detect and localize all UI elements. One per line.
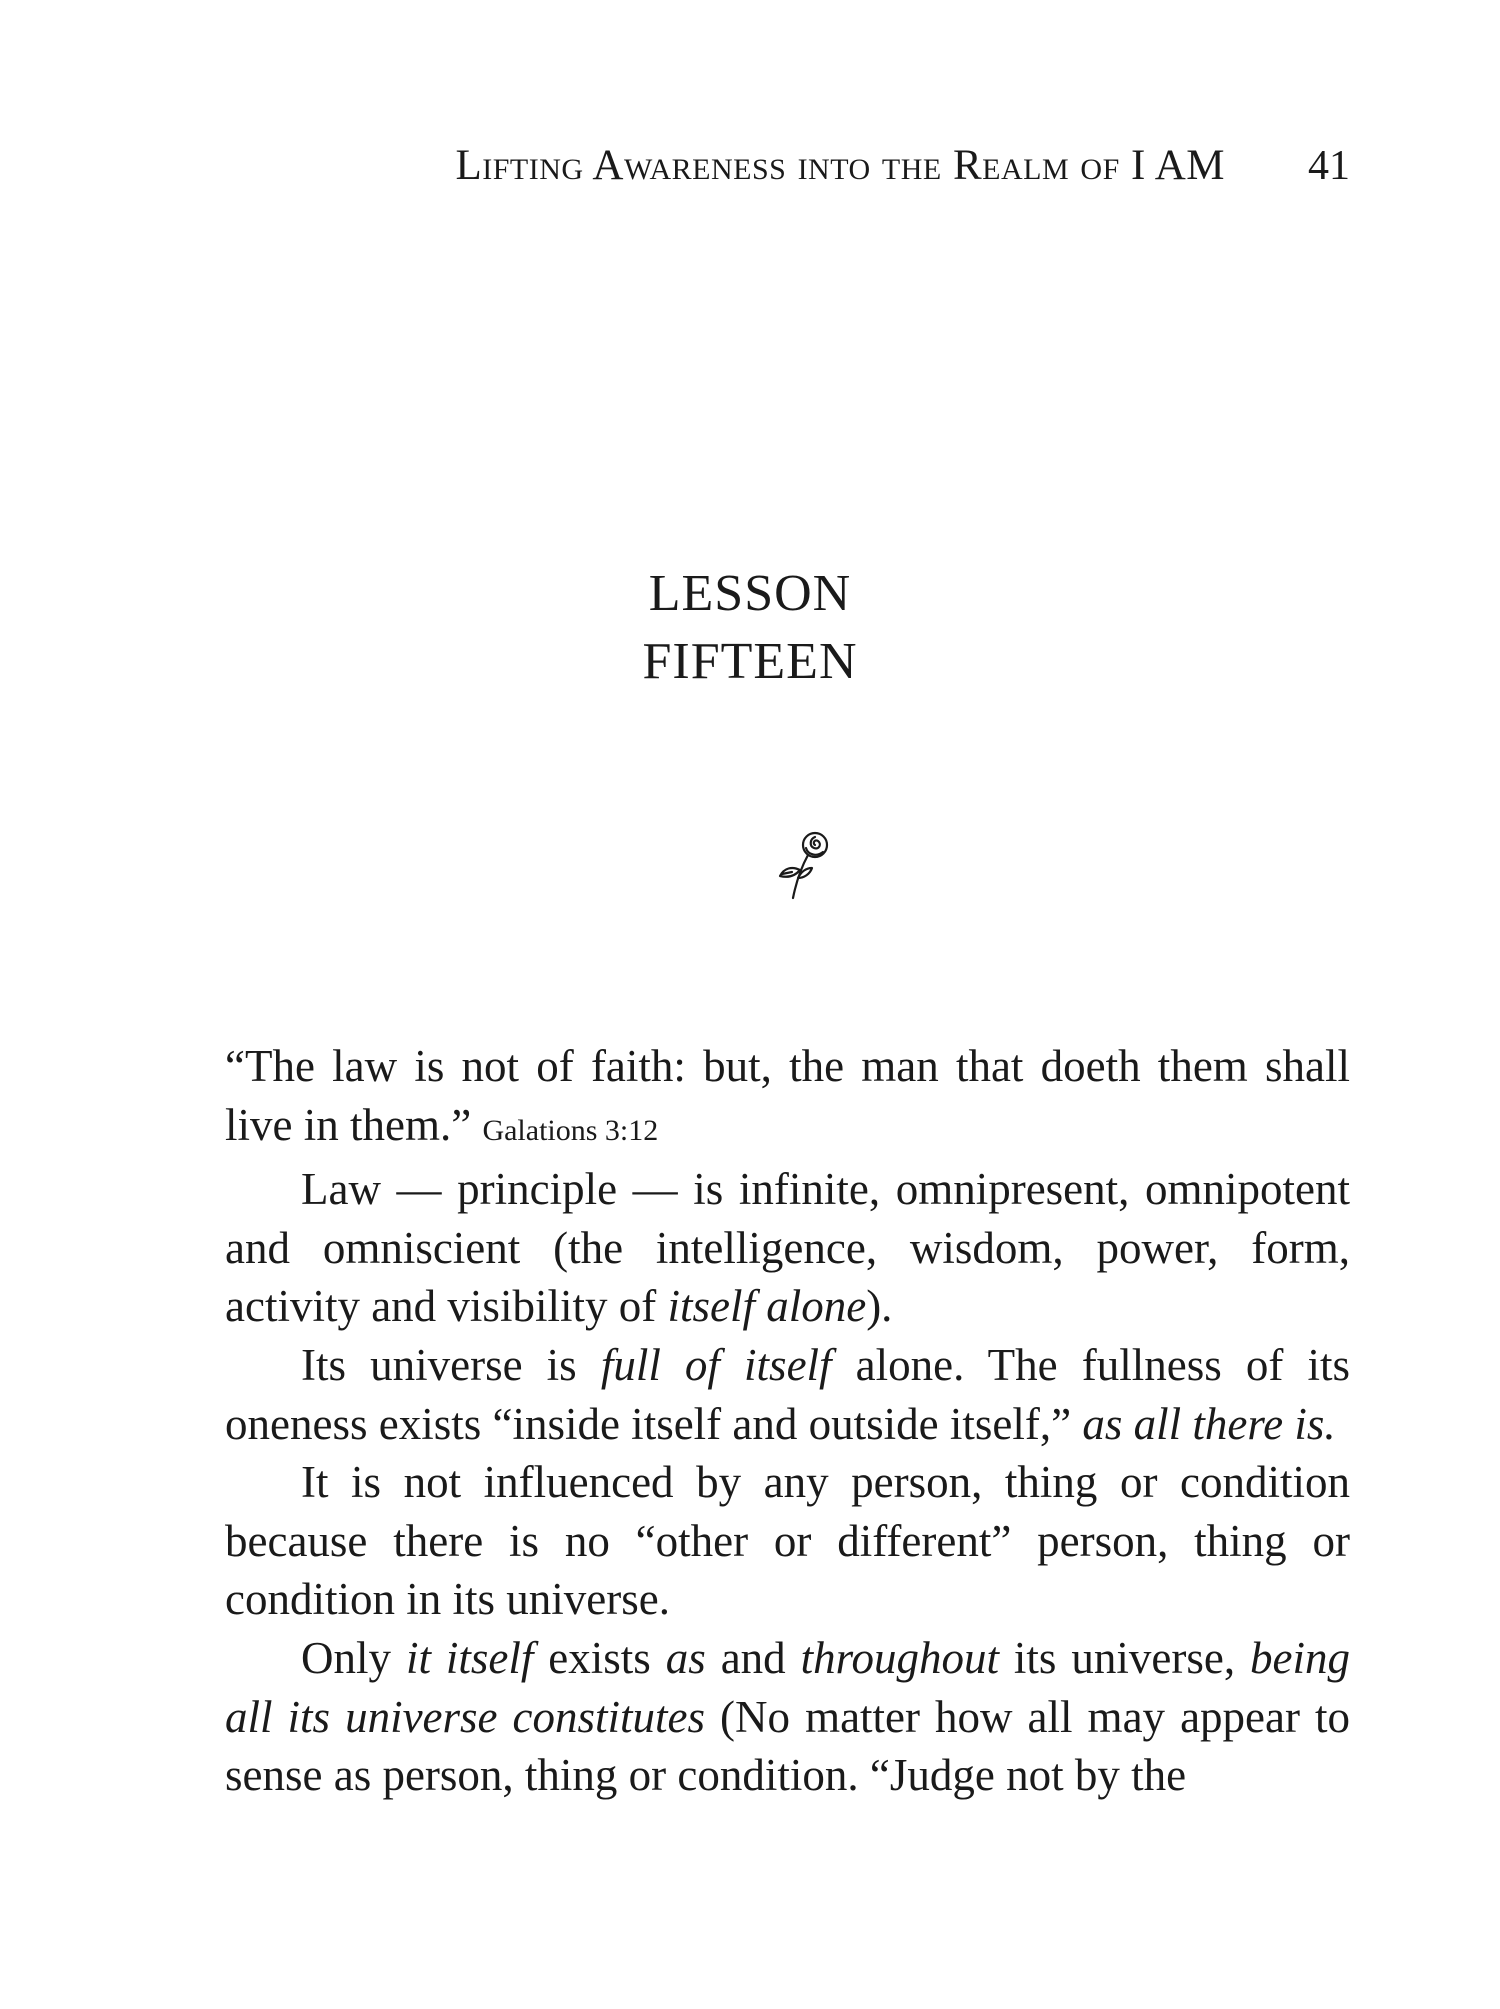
- paragraph-universe-emphasis-2: as all there is.: [1082, 1398, 1336, 1449]
- body-text: [225, 1037, 1350, 1805]
- chapter-title-line2: FIFTEEN: [642, 633, 858, 690]
- paragraph-universe: [225, 1336, 1350, 1453]
- paragraph-universe-text-2: alone. The fullness of its oneness exists “inside itself and outside itself,”: [225, 1339, 1350, 1449]
- epigraph-quote: “The law is not of faith: but, the man that doeth them shall live in them.”: [225, 1041, 1350, 1150]
- paragraph-only-emphasis-3: throughout: [800, 1632, 999, 1683]
- epigraph: [225, 1037, 1350, 1160]
- paragraph-only-text: Only: [301, 1632, 406, 1683]
- paragraph-only-text-2: exists: [533, 1632, 666, 1683]
- paragraph-influence: [225, 1453, 1350, 1629]
- paragraph-law: [225, 1160, 1350, 1336]
- paragraph-only-text-4: its universe,: [998, 1632, 1251, 1683]
- paragraph-law-end: ).: [866, 1281, 893, 1332]
- paragraph-only-text-3: and: [705, 1632, 801, 1683]
- paragraph-only-text-5: (No matter how all may appear to sense as person, thing or condition. “Judge not by the: [225, 1691, 1350, 1801]
- epigraph-citation: Galations 3:12: [482, 1113, 659, 1147]
- paragraph-influence-text: It is not influenced by any person, thing or condition because there is no “other or different” person, thing or condition in its universe.: [225, 1457, 1350, 1625]
- paragraph-law-text: Law — principle — is infinite, omnipresent, omnipotent and omniscient (the intelligence, wisdom, power, form, activity and visibility of: [225, 1164, 1350, 1332]
- chapter-title: [0, 560, 1500, 696]
- paragraph-universe-emphasis: full of itself: [600, 1339, 832, 1390]
- running-title: Lifting Awareness into the Realm of I AM: [455, 142, 1225, 189]
- paragraph-universe-text: Its universe is: [301, 1339, 601, 1390]
- paragraph-only-emphasis-4: being all its universe constitutes: [225, 1632, 1350, 1742]
- rose-icon: [770, 828, 840, 908]
- paragraph-only: [225, 1629, 1350, 1805]
- chapter-title-line1: LESSON: [648, 565, 852, 622]
- paragraph-only-emphasis: it itself: [405, 1632, 534, 1683]
- paragraph-only-emphasis-2: as: [665, 1632, 706, 1683]
- paragraph-law-emphasis: itself alone: [667, 1281, 867, 1332]
- page-number: 41: [1308, 143, 1350, 189]
- running-header: [0, 140, 1500, 200]
